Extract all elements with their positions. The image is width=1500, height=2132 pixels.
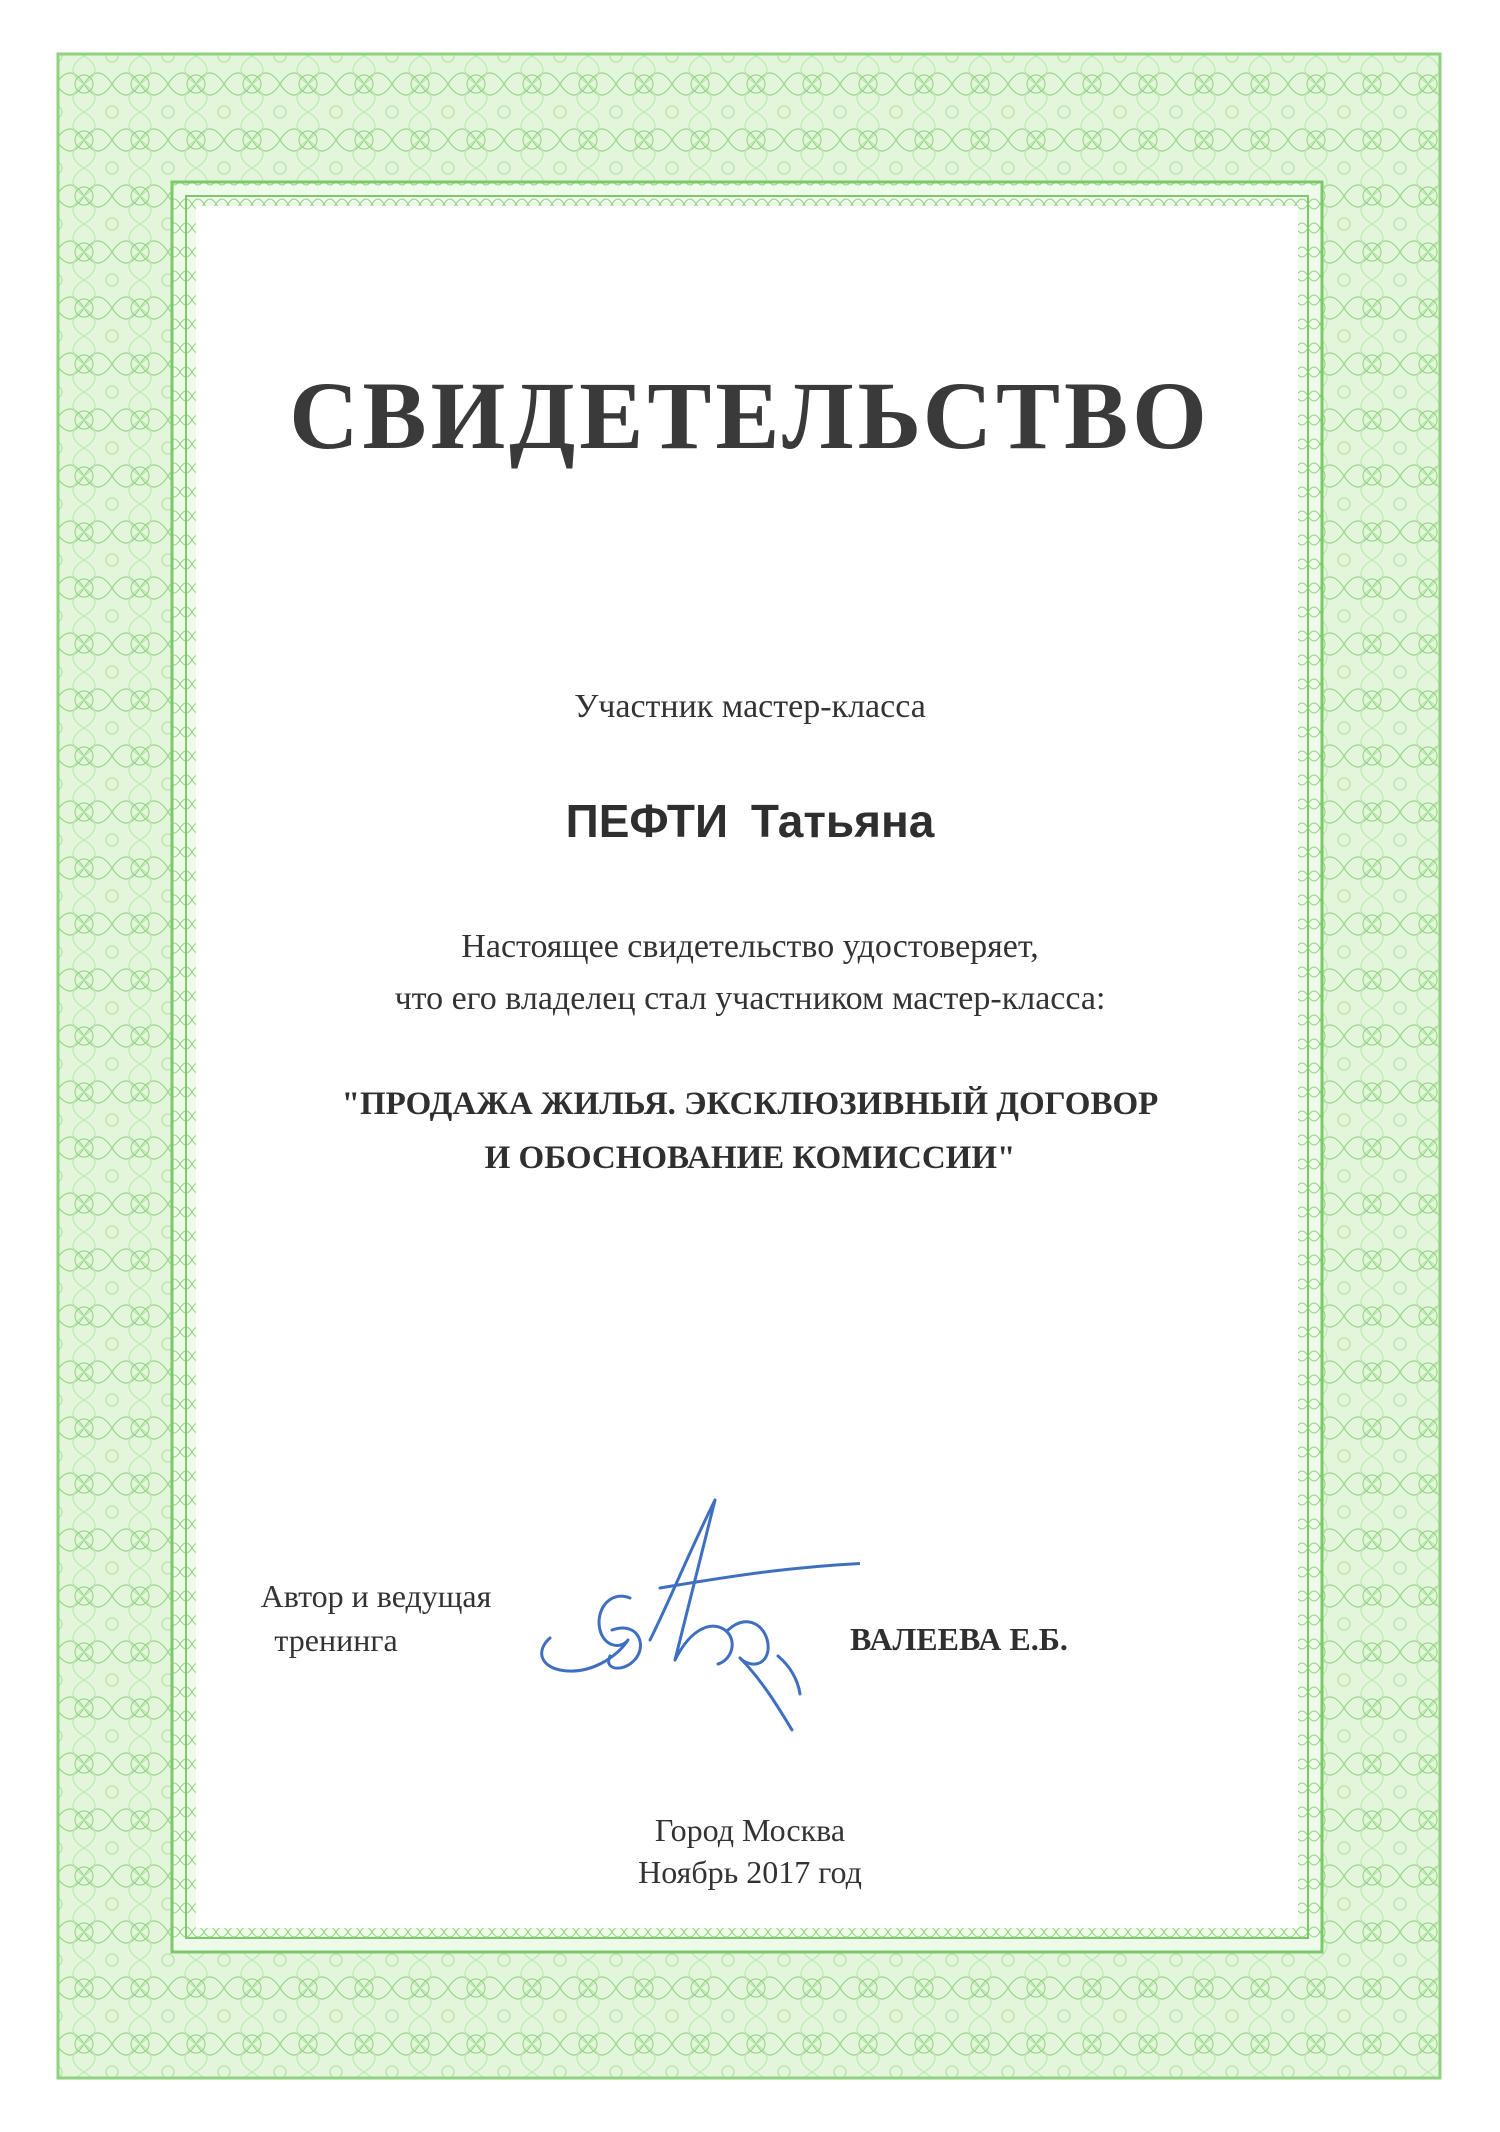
course-title-line-1: "ПРОДАЖА ЖИЛЬЯ. ЭКСКЛЮЗИВНЫЙ ДОГОВОР — [341, 1086, 1159, 1122]
participant-label: Участник мастер-класса — [574, 688, 926, 725]
statement-line-1: Настоящее свидетельство удостоверяет, — [461, 928, 1039, 965]
statement-line-2: что его владелец стал участником мастер-класса: — [394, 980, 1106, 1017]
city-line: Город Москва — [654, 1812, 846, 1848]
author-name: ВАЛЕЕВА Е.Б. — [850, 1621, 1068, 1657]
course-title-line-2: И ОБОСНОВАНИЕ КОМИССИИ" — [484, 1140, 1016, 1176]
author-label-line-1: Автор и ведущая — [260, 1578, 492, 1614]
author-label-line-2: тренинга — [274, 1622, 398, 1658]
participant-name: ПЕФТИ Татьяна — [565, 795, 935, 847]
certificate-title: СВИДЕТЕЛЬСТВО — [289, 362, 1211, 469]
handwritten-signature — [500, 1480, 860, 1740]
date-line: Ноябрь 2017 год — [638, 1854, 862, 1890]
